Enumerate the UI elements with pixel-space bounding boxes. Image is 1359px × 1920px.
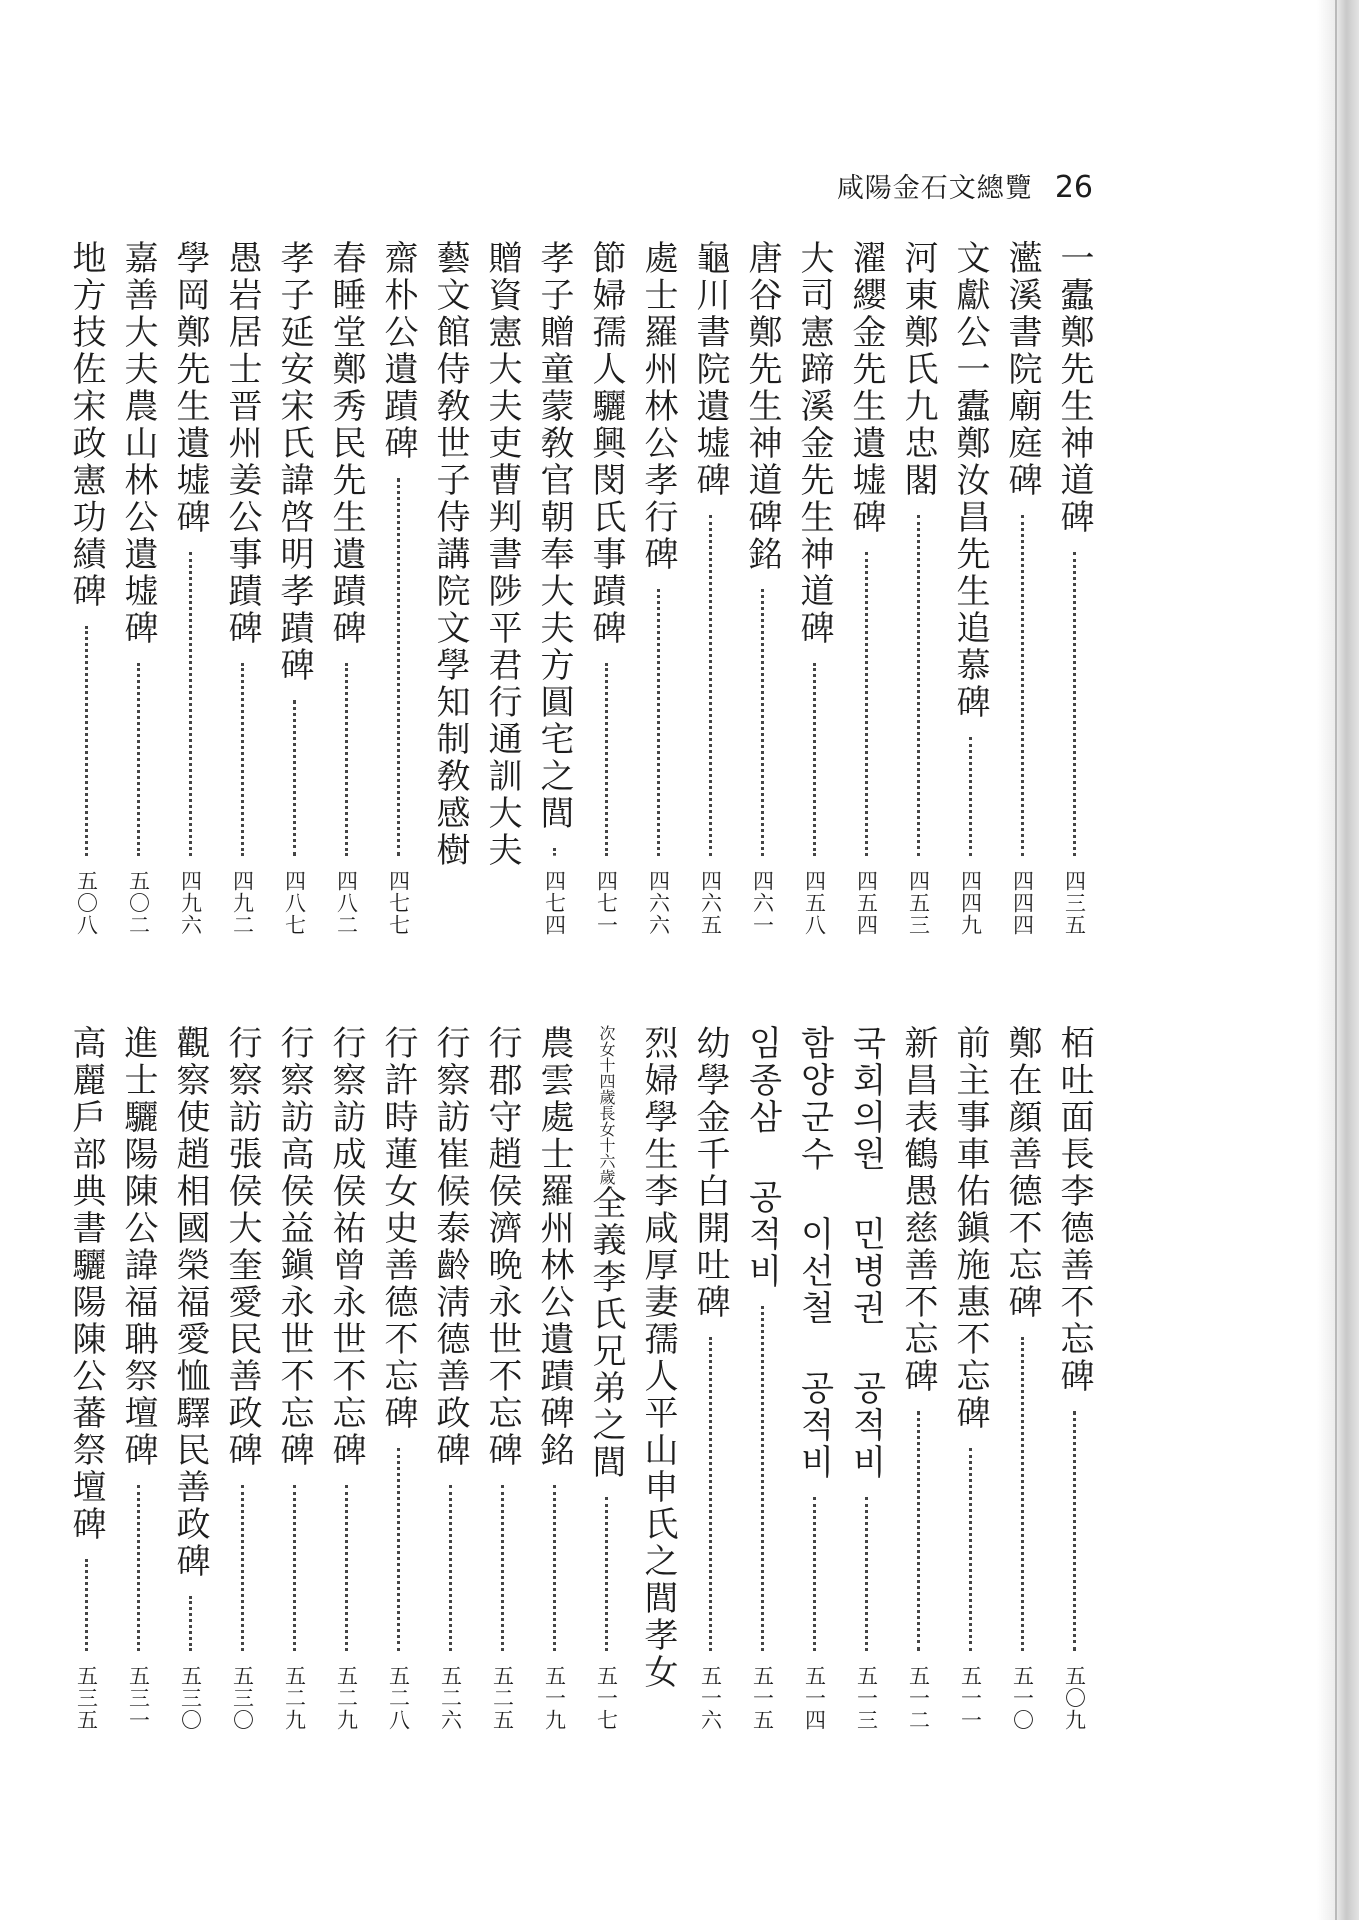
toc-page-number: 四九六 [178, 870, 203, 936]
toc-page-number: 五一五 [750, 1665, 775, 1731]
toc-entry-title [950, 240, 990, 721]
toc-entry [996, 1025, 1048, 1785]
toc-entry [528, 1025, 580, 1785]
toc-entry [788, 240, 840, 960]
toc-leader-dots [865, 1497, 868, 1651]
toc-entry [268, 1025, 320, 1785]
toc-entry [476, 240, 528, 960]
toc-page-number: 五一四 [802, 1665, 827, 1731]
book-title: 咸陽金石文總覽 [836, 173, 1033, 204]
toc-page-number: 五一九 [542, 1665, 567, 1731]
toc-entry [996, 240, 1048, 960]
toc-entry-title-text: 嘉善大夫農山林公遺墟碑 [118, 240, 158, 647]
toc-entry [528, 240, 580, 960]
toc-entry-title [326, 240, 366, 647]
toc-entry-title-text: 進士驪陽陳公諱福聃祭壇碑 [118, 1025, 158, 1469]
toc-leader-dots [761, 1306, 764, 1651]
toc-leader-dots [605, 663, 608, 856]
toc-entry [164, 1025, 216, 1785]
toc-entry [840, 1025, 892, 1785]
toc-page-number: 五〇八 [74, 870, 99, 936]
toc-entry [632, 1025, 684, 1785]
page-number: 26 [1054, 170, 1093, 205]
toc-entry [632, 240, 684, 960]
toc-leader-dots [397, 478, 400, 856]
toc-entry-title [378, 1025, 418, 1432]
toc-entry-title-text: 行察訪成侯祐曾永世不忘碑 [326, 1025, 366, 1469]
toc-entry-title-text: 鄭在顔善德不忘碑 [1002, 1025, 1042, 1321]
toc-leader-dots [137, 1485, 140, 1651]
page-edge-line [1335, 0, 1337, 1920]
toc-entry [164, 240, 216, 960]
toc-page-number: 五一一 [958, 1665, 983, 1731]
toc-entry-title [846, 1025, 886, 1481]
toc-entry [268, 240, 320, 960]
toc-entry-title-text: 贈資憲大夫吏曹判書陟平君行通訓大夫 [482, 240, 522, 869]
toc-page-number: 四四九 [958, 870, 983, 936]
toc-entry [736, 240, 788, 960]
toc-entry-title [742, 240, 782, 573]
toc-entry-title [638, 1025, 678, 1691]
toc-entry-title-text: 烈婦學生李咸厚妻孺人平山申氏之閭孝女 [638, 1025, 678, 1691]
toc-entry-note-right: 長女十六歲 [597, 1105, 616, 1185]
toc-leader-dots [85, 1559, 88, 1651]
toc-page-number: 四七七 [386, 870, 411, 936]
page-edge-shadow [1317, 0, 1359, 1920]
toc-entry [216, 240, 268, 960]
toc-bottom-section [60, 1025, 1100, 1785]
toc-entry-note [597, 1025, 614, 1185]
toc-entry-title [430, 240, 470, 869]
toc-entry-title [534, 240, 574, 832]
toc-entry-title [638, 240, 678, 573]
toc-page-number: 五一七 [594, 1665, 619, 1731]
toc-entry-title [1054, 1025, 1094, 1395]
page-header [837, 166, 1093, 205]
toc-entry [944, 240, 996, 960]
toc-leader-dots [85, 626, 88, 856]
toc-page-number: 五三一 [126, 1665, 151, 1731]
toc-page-number: 五二六 [438, 1665, 463, 1731]
toc-page-number: 五〇九 [1062, 1665, 1087, 1731]
toc-entry [580, 240, 632, 960]
toc-entry-title-text: 栢吐面長李德善不忘碑 [1054, 1025, 1094, 1395]
toc-entry-title [794, 1025, 834, 1481]
toc-entry-title-text: 行察訪張侯大奎愛民善政碑 [222, 1025, 262, 1469]
toc-entry [684, 1025, 736, 1785]
toc-entry-title [66, 240, 106, 610]
toc-leader-dots [605, 1497, 608, 1651]
toc-leader-dots [865, 552, 868, 856]
toc-leader-dots [241, 1485, 244, 1651]
toc-leader-dots [345, 1485, 348, 1651]
toc-top-section [60, 240, 1100, 960]
toc-entry-title [586, 1025, 626, 1481]
toc-leader-dots [293, 1485, 296, 1651]
toc-entry-title [170, 240, 210, 536]
toc-entry-title [118, 240, 158, 647]
toc-entry [112, 240, 164, 960]
toc-entry-title [378, 240, 418, 462]
toc-entry-title [430, 1025, 470, 1469]
toc-entry-title-text: 處士羅州林公孝行碑 [638, 240, 678, 573]
toc-entry [476, 1025, 528, 1785]
toc-page-number: 四七一 [594, 870, 619, 936]
toc-entry-title [1002, 1025, 1042, 1321]
toc-entry-title-text: 學岡鄭先生遺墟碑 [170, 240, 210, 536]
toc-entry-title-text: 行察訪高侯益鎭永世不忘碑 [274, 1025, 314, 1469]
toc-leader-dots [917, 515, 920, 856]
toc-entry-title [222, 1025, 262, 1469]
toc-entry-title-text: 前主事車佑鎭施惠不忘碑 [950, 1025, 990, 1432]
toc-entry [424, 1025, 476, 1785]
toc-leader-dots [761, 589, 764, 856]
toc-page-number: 五二九 [282, 1665, 307, 1731]
toc-page-number: 五三五 [74, 1665, 99, 1731]
toc-entry-title-text: 行察訪崔候泰齡淸德善政碑 [430, 1025, 470, 1469]
toc-entry-title-text: 觀察使趙相國榮福愛恤驛民善政碑 [170, 1025, 210, 1580]
toc-entry-title [742, 1025, 782, 1290]
toc-leader-dots [1073, 552, 1076, 856]
toc-page-number: 四三五 [1062, 870, 1087, 936]
toc-page-number: 四六一 [750, 870, 775, 936]
toc-entry [60, 1025, 112, 1785]
toc-entry-title-text: 幼學金千白開吐碑 [690, 1025, 730, 1321]
toc-leader-dots [709, 515, 712, 856]
toc-leader-dots [189, 552, 192, 856]
toc-leader-dots [813, 663, 816, 856]
toc-entry [892, 240, 944, 960]
toc-entry [1048, 240, 1100, 960]
toc-top-columns [60, 240, 1100, 960]
toc-leader-dots [241, 663, 244, 856]
toc-entry [892, 1025, 944, 1785]
toc-entry-title [898, 240, 938, 499]
toc-entry-title-text: 灆溪書院廟庭碑 [1002, 240, 1042, 499]
toc-entry-title-text: 藝文館侍敎世子侍講院文學知制敎感樹 [430, 240, 470, 869]
toc-entry-title [326, 1025, 366, 1469]
toc-leader-dots [449, 1485, 452, 1651]
toc-leader-dots [553, 1485, 556, 1651]
toc-page-number: 四五四 [854, 870, 879, 936]
toc-entry-title-text: 孝子贈童蒙敎官朝奉大夫方圓宅之閭 [534, 240, 574, 832]
toc-entry-title [690, 240, 730, 499]
toc-entry [788, 1025, 840, 1785]
toc-entry-title-text: 一蠹鄭先生神道碑 [1054, 240, 1094, 536]
toc-entry [320, 240, 372, 960]
toc-entry-title [482, 240, 522, 869]
toc-entry [60, 240, 112, 960]
toc-page-number: 四八二 [334, 870, 359, 936]
toc-entry-title-text: 高麗戶部典書驪陽陳公蕃祭壇碑 [66, 1025, 106, 1543]
toc-entry-title [898, 1025, 938, 1395]
toc-leader-dots [813, 1497, 816, 1651]
toc-leader-dots [1021, 1337, 1024, 1651]
toc-entry-title-text: 新昌表鶴愚慈善不忘碑 [898, 1025, 938, 1395]
toc-entry-title [690, 1025, 730, 1321]
toc-page-number: 四四四 [1010, 870, 1035, 936]
toc-leader-dots [709, 1337, 712, 1651]
toc-entry-title-text: 文獻公一蠹鄭汝昌先生追慕碑 [950, 240, 990, 721]
toc-entry-title-text: 임종삼 공적비 [742, 1025, 782, 1290]
toc-entry [320, 1025, 372, 1785]
toc-leader-dots [1021, 515, 1024, 856]
toc-leader-dots [1073, 1411, 1076, 1651]
toc-page-number: 四八七 [282, 870, 307, 936]
toc-entry-title [222, 240, 262, 647]
toc-leader-dots [345, 663, 348, 856]
toc-entry-title-text: 국회의원 민병권 공적비 [846, 1025, 886, 1481]
toc-page-number: 五一三 [854, 1665, 879, 1731]
toc-entry-title-text: 孝子延安宋氏諱啓明孝蹟碑 [274, 240, 314, 684]
toc-page-number: 四五三 [906, 870, 931, 936]
toc-entry [112, 1025, 164, 1785]
toc-entry-title [66, 1025, 106, 1543]
toc-entry [580, 1025, 632, 1785]
toc-leader-dots [969, 1448, 972, 1651]
toc-page-number: 五〇二 [126, 870, 151, 936]
toc-entry-title-text: 春睡堂鄭秀民先生遺蹟碑 [326, 240, 366, 647]
toc-page-number: 五一六 [698, 1665, 723, 1731]
toc-bottom-columns [60, 1025, 1100, 1785]
toc-leader-dots [501, 1485, 504, 1651]
toc-entry [684, 240, 736, 960]
toc-entry-title [846, 240, 886, 536]
toc-leader-dots [969, 737, 972, 856]
toc-page-number: 四五八 [802, 870, 827, 936]
toc-entry-title-text: 齋朴公遺蹟碑 [378, 240, 418, 462]
toc-entry-title-text: 全義李氏兄弟之閭 [586, 1185, 626, 1481]
toc-entry-title [950, 1025, 990, 1432]
toc-leader-dots [137, 663, 140, 856]
toc-entry-title [1002, 240, 1042, 499]
toc-leader-dots [553, 848, 556, 856]
toc-page-number: 五三〇 [178, 1665, 203, 1731]
toc-entry-title-text: 愚岩居士晋州姜公事蹟碑 [222, 240, 262, 647]
toc-entry [424, 240, 476, 960]
toc-entry-title-text: 龜川書院遺墟碑 [690, 240, 730, 499]
toc-leader-dots [293, 700, 296, 856]
toc-leader-dots [189, 1596, 192, 1651]
toc-entry-title-text: 農雲處士羅州林公遺蹟碑銘 [534, 1025, 574, 1469]
toc-entry [840, 240, 892, 960]
toc-entry-title-text: 濯纓金先生遺墟碑 [846, 240, 886, 536]
toc-leader-dots [917, 1411, 920, 1651]
toc-page-number: 五三〇 [230, 1665, 255, 1731]
toc-entry-title-text: 大司憲蹄溪金先生神道碑 [794, 240, 834, 647]
toc-entry-title [1054, 240, 1094, 536]
toc-leader-dots [657, 589, 660, 856]
toc-entry [372, 240, 424, 960]
toc-entry-title [170, 1025, 210, 1580]
toc-page-number: 四六五 [698, 870, 723, 936]
toc-entry-title-text: 함양군수 이선철 공적비 [794, 1025, 834, 1481]
toc-page-number: 四九二 [230, 870, 255, 936]
toc-entry-title [586, 240, 626, 647]
toc-page-number: 五二五 [490, 1665, 515, 1731]
toc-page-number: 四七四 [542, 870, 567, 936]
toc-entry [1048, 1025, 1100, 1785]
toc-entry [736, 1025, 788, 1785]
toc-entry-title-text: 行許時蓮女史善德不忘碑 [378, 1025, 418, 1432]
toc-entry-note-left: 次女十四歲 [597, 1025, 616, 1105]
toc-page-number: 五二九 [334, 1665, 359, 1731]
toc-entry-title-text: 河東鄭氏九忠閣 [898, 240, 938, 499]
toc-entry-title-text: 唐谷鄭先生神道碑銘 [742, 240, 782, 573]
toc-entry-title [794, 240, 834, 647]
toc-page-number: 五一〇 [1010, 1665, 1035, 1731]
toc-entry-title [534, 1025, 574, 1469]
toc-entry [944, 1025, 996, 1785]
toc-entry-title [274, 1025, 314, 1469]
toc-page-number: 五二八 [386, 1665, 411, 1731]
toc-entry-title [482, 1025, 522, 1469]
toc-entry-title [118, 1025, 158, 1469]
toc-page-number: 四六六 [646, 870, 671, 936]
toc-entry-title-text: 節婦孺人驪興閔氏事蹟碑 [586, 240, 626, 647]
toc-entry-title-text: 地方技佐宋政憲功績碑 [66, 240, 106, 610]
toc-leader-dots [397, 1448, 400, 1651]
toc-entry [372, 1025, 424, 1785]
toc-page-number: 五一二 [906, 1665, 931, 1731]
toc-entry-title-text: 行郡守趙侯濟晩永世不忘碑 [482, 1025, 522, 1469]
toc-entry-title [274, 240, 314, 684]
toc-entry [216, 1025, 268, 1785]
